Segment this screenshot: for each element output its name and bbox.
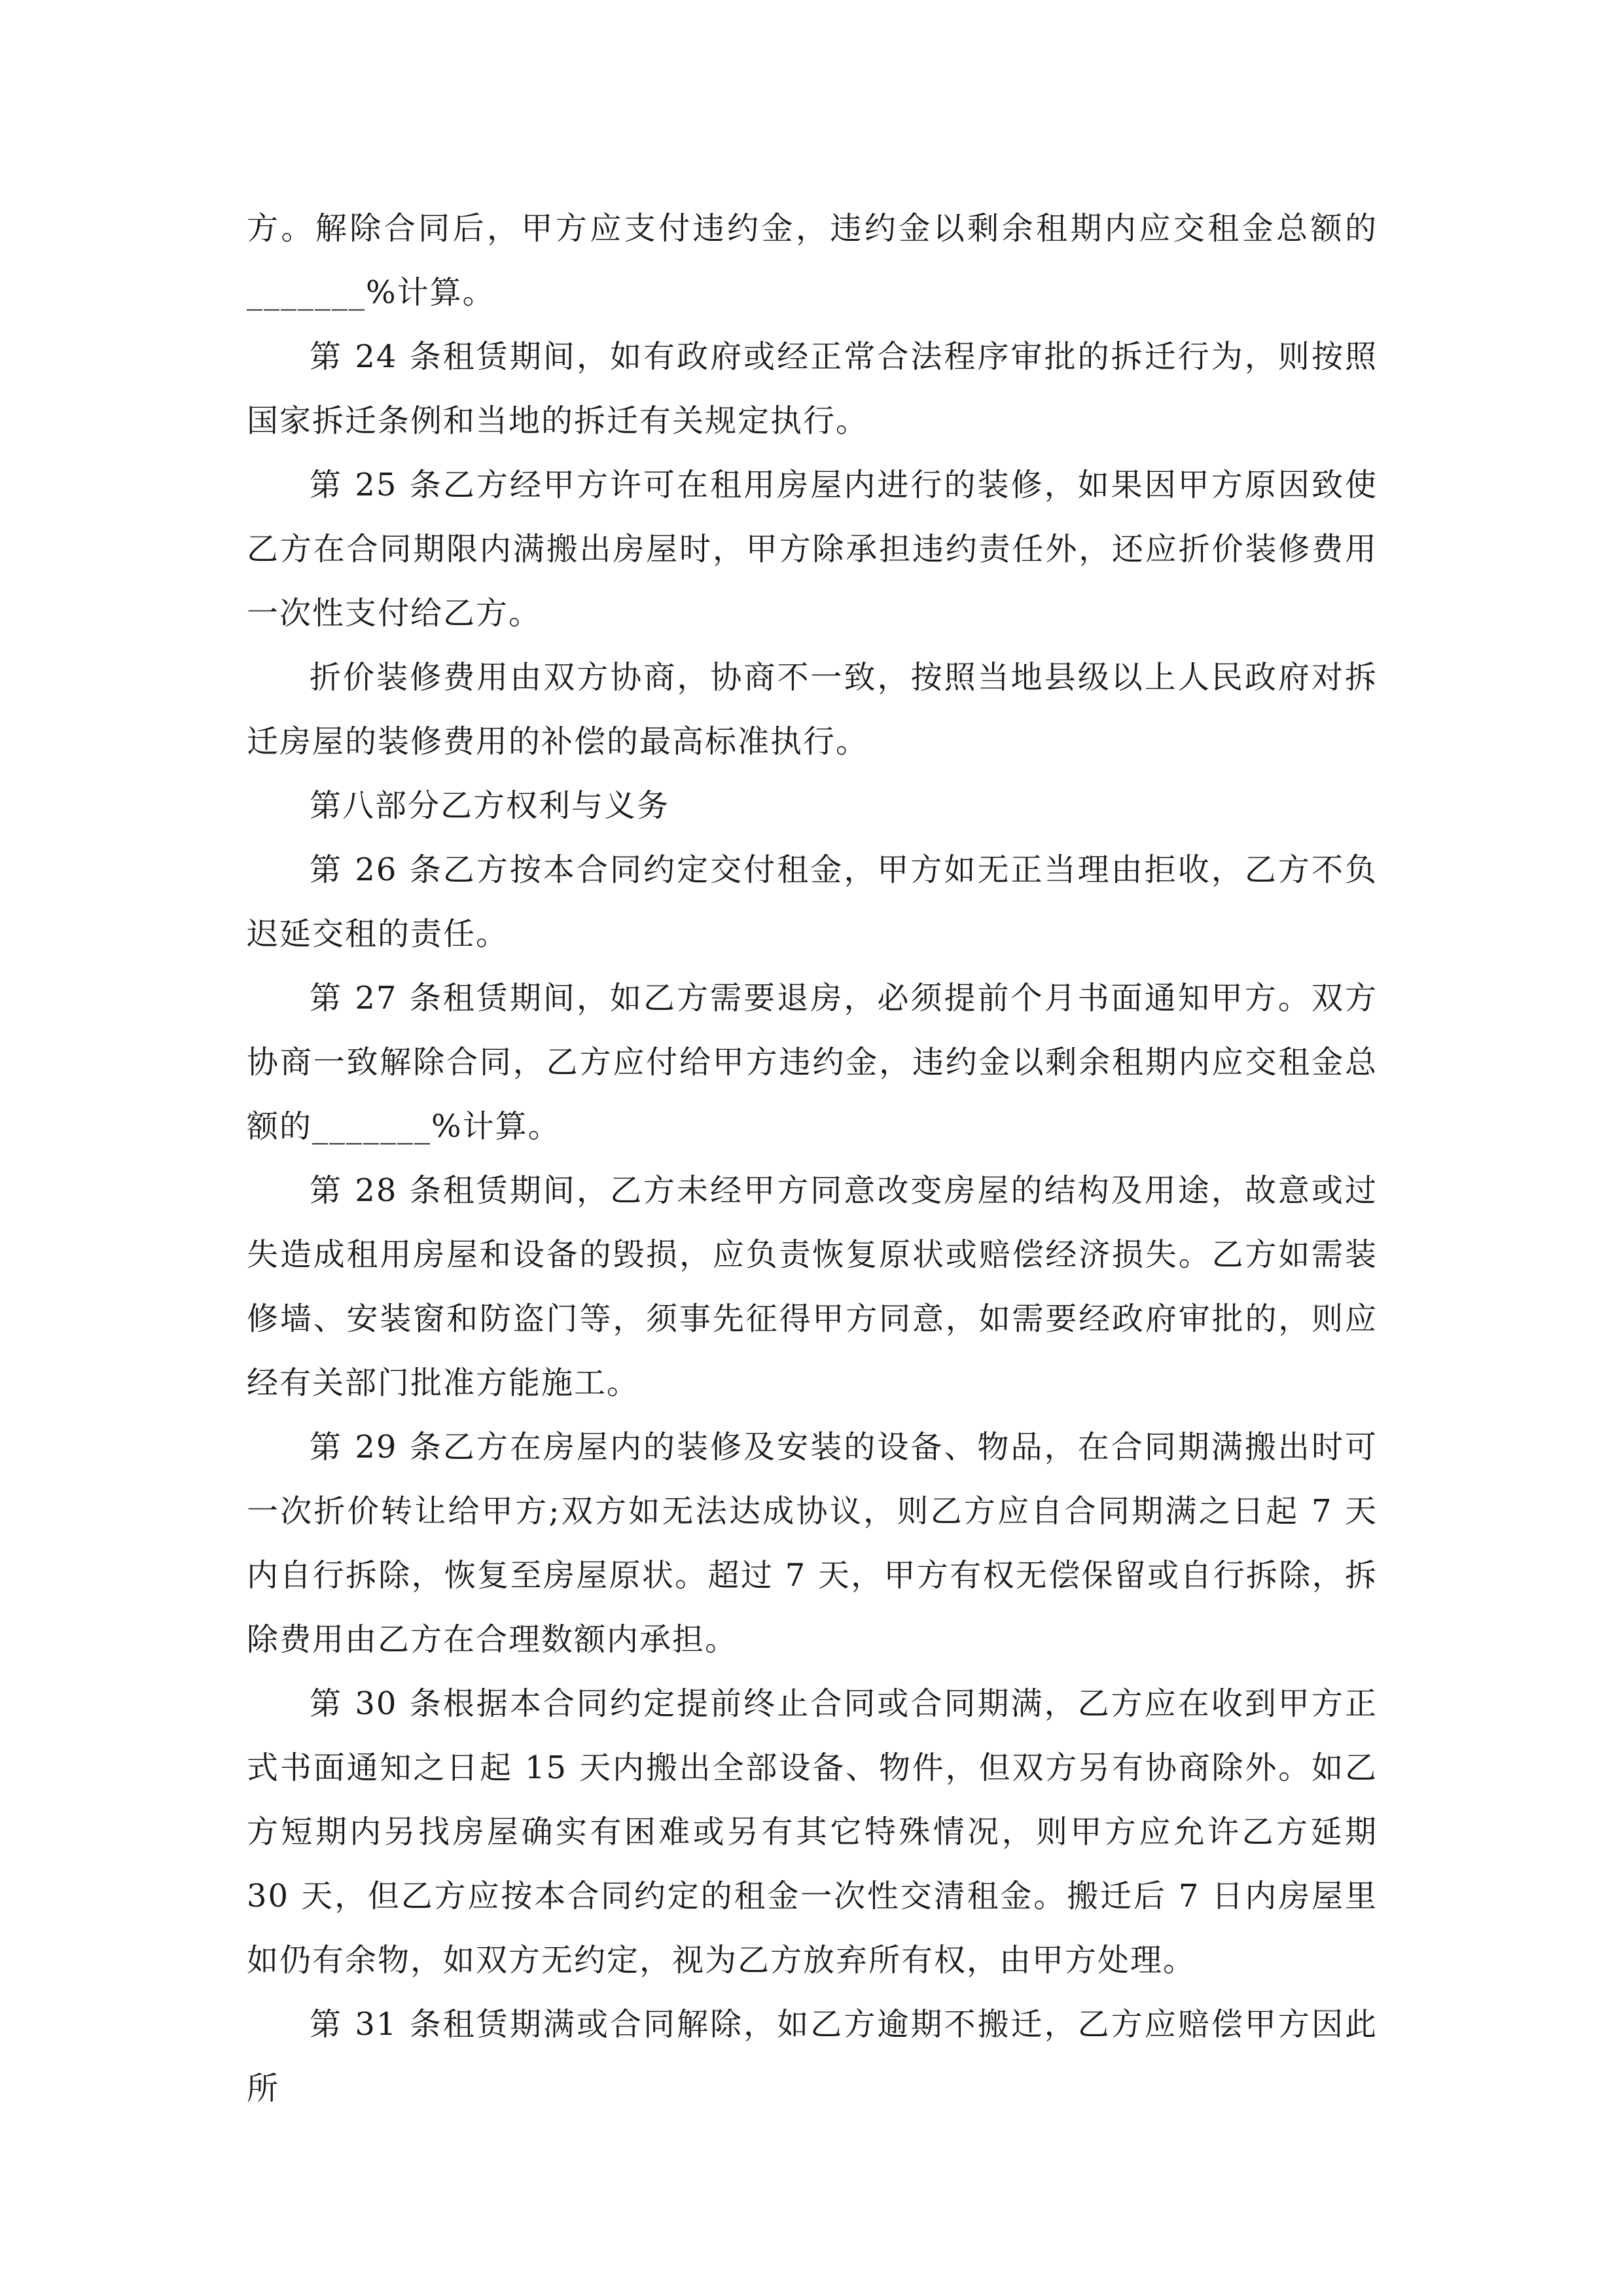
paragraph-article-28: 第 28 条租赁期间，乙方未经甲方同意改变房屋的结构及用途，故意或过失造成租用房屋和设备的毁损，应负责恢复原状或赔偿经济损失。乙方如需装修墙、安装窗和防盗门等，须事先征得甲方同意，如需要经政府审批的，则应经有关部门批准方能施工。 — [247, 1172, 1378, 1401]
paragraph-continuation: 方。解除合同后，甲方应支付违约金，违约金以剩余租期内应交租金总额的_______%计算。 — [247, 210, 1378, 311]
paragraph-article-29: 第 29 条乙方在房屋内的装修及安装的设备、物品，在合同期满搬出时可一次折价转让给甲方;双方如无法达成协议，则乙方应自合同期满之日起 7 天内自行拆除，恢复至房屋原状。超过 7 天，甲方有权无偿保留或自行拆除，拆除费用由乙方在合理数额内承担。 — [247, 1429, 1378, 1658]
paragraph-article-26: 第 26 条乙方按本合同约定交付租金，甲方如无正当理由拒收，乙方不负迟延交租的责任。 — [247, 852, 1378, 952]
paragraph-article-25: 第 25 条乙方经甲方许可在租用房屋内进行的装修，如果因甲方原因致使乙方在合同期限内满搬出房屋时，甲方除承担违约责任外，还应折价装修费用一次性支付给乙方。 — [247, 467, 1378, 632]
paragraph-article-30: 第 30 条根据本合同约定提前终止合同或合同期满，乙方应在收到甲方正式书面通知之日起 15 天内搬出全部设备、物件，但双方另有协商除外。如乙方短期内另找房屋确实有困难或另有其它特殊情况，则甲方应允许乙方延期 30 天，但乙方应按本合同约定的租金一次性交清租金。搬迁后 7 日内房屋里如仍有余物，如双方无约定，视为乙方放弃所有权，由甲方处理。 — [247, 1685, 1378, 1979]
document-body — [247, 196, 1378, 2121]
section-heading-part-eight: 第八部分乙方权利与义务 — [310, 787, 670, 824]
paragraph-article-24: 第 24 条租赁期间，如有政府或经正常合法程序审批的拆迁行为，则按照国家拆迁条例和当地的拆迁有关规定执行。 — [247, 338, 1378, 439]
paragraph-renovation-fee: 折价装修费用由双方协商，协商不一致，按照当地县级以上人民政府对拆迁房屋的装修费用的补偿的最高标准执行。 — [247, 659, 1378, 760]
paragraph-article-27: 第 27 条租赁期间，如乙方需要退房，必须提前个月书面通知甲方。双方协商一致解除合同，乙方应付给甲方违约金，违约金以剩余租期内应交租金总额的_______%计算。 — [247, 980, 1378, 1145]
paragraph-article-31: 第 31 条租赁期满或合同解除，如乙方逾期不搬迁，乙方应赔偿甲方因此所 — [247, 2006, 1378, 2107]
